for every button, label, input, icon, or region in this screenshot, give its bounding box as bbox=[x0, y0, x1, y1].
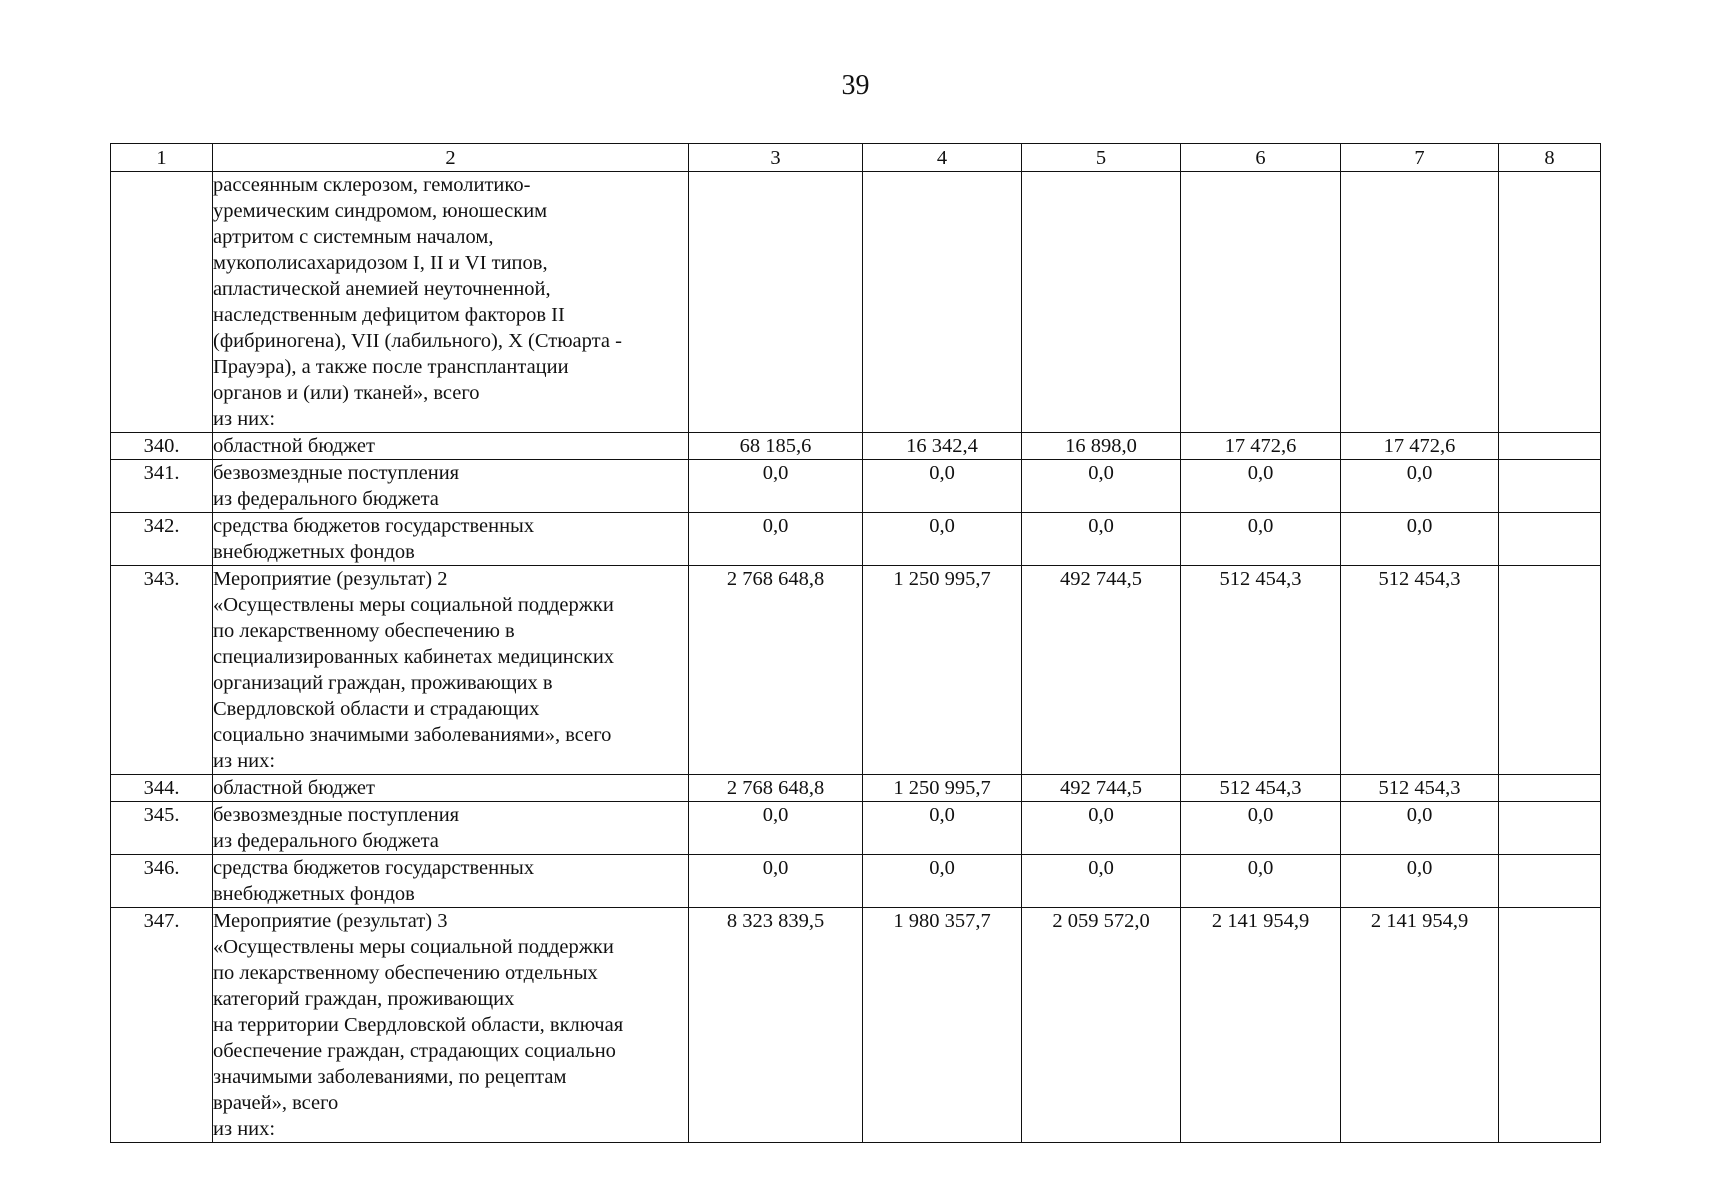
row-number: 343. bbox=[111, 566, 213, 775]
page-number: 39 bbox=[841, 70, 870, 101]
value-cell: 492 744,5 bbox=[1022, 775, 1181, 802]
value-cell bbox=[1499, 433, 1601, 460]
header-row bbox=[111, 144, 1601, 172]
value-cell: 0,0 bbox=[863, 802, 1022, 855]
value-cell: 17 472,6 bbox=[1181, 433, 1341, 460]
value-cell: 0,0 bbox=[689, 802, 863, 855]
column-header: 5 bbox=[1022, 144, 1181, 172]
row-description: Мероприятие (результат) 3 «Осуществлены меры социальной поддержки по лекарственному обеспечению отдельных категорий граждан, проживающих на территории Свердловской области, включая обеспечение граждан, страдающих социально значимыми заболеваниями, по рецептам врачей», всего из них: bbox=[213, 908, 689, 1143]
value-cell: 8 323 839,5 bbox=[689, 908, 863, 1143]
value-cell: 0,0 bbox=[1341, 460, 1499, 513]
value-cell: 0,0 bbox=[1341, 513, 1499, 566]
table-row bbox=[111, 908, 1601, 1143]
value-cell: 512 454,3 bbox=[1341, 775, 1499, 802]
value-cell: 68 185,6 bbox=[689, 433, 863, 460]
budget-table bbox=[110, 143, 1601, 1143]
value-cell: 16 342,4 bbox=[863, 433, 1022, 460]
row-description: безвозмездные поступления из федерального бюджета bbox=[213, 460, 689, 513]
row-description: Мероприятие (результат) 2 «Осуществлены меры социальной поддержки по лекарственному обеспечению в специализированных кабинетах медицинских организаций граждан, проживающих в Свердловской области и страдающих социально значимыми заболеваниями», всего из них: bbox=[213, 566, 689, 775]
value-cell: 512 454,3 bbox=[1181, 566, 1341, 775]
value-cell bbox=[1181, 172, 1341, 433]
row-number: 345. bbox=[111, 802, 213, 855]
value-cell: 0,0 bbox=[689, 460, 863, 513]
column-header: 2 bbox=[213, 144, 689, 172]
value-cell: 0,0 bbox=[689, 513, 863, 566]
table-row bbox=[111, 172, 1601, 433]
value-cell bbox=[689, 172, 863, 433]
table-row bbox=[111, 566, 1601, 775]
value-cell: 16 898,0 bbox=[1022, 433, 1181, 460]
value-cell: 492 744,5 bbox=[1022, 566, 1181, 775]
value-cell: 1 980 357,7 bbox=[863, 908, 1022, 1143]
value-cell: 0,0 bbox=[1341, 855, 1499, 908]
row-number: 342. bbox=[111, 513, 213, 566]
table-row bbox=[111, 775, 1601, 802]
value-cell bbox=[1499, 566, 1601, 775]
row-number: 340. bbox=[111, 433, 213, 460]
row-description: средства бюджетов государственных внебюджетных фондов bbox=[213, 513, 689, 566]
row-description: рассеянным склерозом, гемолитико- уремическим синдромом, юношеским артритом с системным началом, мукополисахаридозом I, II и VI типов, апластической анемией неуточненной, наследственным дефицитом факторов II (фибриногена), VII (лабильного), X (Стюарта - Прауэра), а также после трансплантации органов и (или) тканей», всего из них: bbox=[213, 172, 689, 433]
value-cell bbox=[1499, 460, 1601, 513]
value-cell bbox=[1022, 172, 1181, 433]
value-cell bbox=[1499, 513, 1601, 566]
value-cell: 2 141 954,9 bbox=[1181, 908, 1341, 1143]
table-row bbox=[111, 433, 1601, 460]
column-header: 1 bbox=[111, 144, 213, 172]
value-cell: 0,0 bbox=[1022, 802, 1181, 855]
row-description: средства бюджетов государственных внебюджетных фондов bbox=[213, 855, 689, 908]
value-cell: 0,0 bbox=[1181, 855, 1341, 908]
value-cell bbox=[1499, 908, 1601, 1143]
value-cell: 2 768 648,8 bbox=[689, 775, 863, 802]
value-cell bbox=[1499, 172, 1601, 433]
value-cell bbox=[1341, 172, 1499, 433]
value-cell: 2 141 954,9 bbox=[1341, 908, 1499, 1143]
value-cell: 0,0 bbox=[1022, 460, 1181, 513]
value-cell bbox=[1499, 775, 1601, 802]
value-cell: 0,0 bbox=[1022, 855, 1181, 908]
value-cell: 512 454,3 bbox=[1181, 775, 1341, 802]
row-description: безвозмездные поступления из федерального бюджета bbox=[213, 802, 689, 855]
value-cell: 0,0 bbox=[1181, 513, 1341, 566]
value-cell: 0,0 bbox=[1022, 513, 1181, 566]
table-row bbox=[111, 513, 1601, 566]
row-number bbox=[111, 172, 213, 433]
row-number: 347. bbox=[111, 908, 213, 1143]
row-number: 346. bbox=[111, 855, 213, 908]
value-cell bbox=[863, 172, 1022, 433]
column-header: 4 bbox=[863, 144, 1022, 172]
table-row bbox=[111, 855, 1601, 908]
value-cell: 1 250 995,7 bbox=[863, 566, 1022, 775]
row-description: областной бюджет bbox=[213, 433, 689, 460]
value-cell: 512 454,3 bbox=[1341, 566, 1499, 775]
table-row bbox=[111, 460, 1601, 513]
value-cell: 0,0 bbox=[1181, 460, 1341, 513]
value-cell: 0,0 bbox=[863, 460, 1022, 513]
column-header: 3 bbox=[689, 144, 863, 172]
row-description: областной бюджет bbox=[213, 775, 689, 802]
row-number: 344. bbox=[111, 775, 213, 802]
value-cell: 17 472,6 bbox=[1341, 433, 1499, 460]
value-cell bbox=[1499, 855, 1601, 908]
value-cell: 0,0 bbox=[1341, 802, 1499, 855]
column-header: 7 bbox=[1341, 144, 1499, 172]
value-cell: 0,0 bbox=[863, 855, 1022, 908]
value-cell: 1 250 995,7 bbox=[863, 775, 1022, 802]
value-cell bbox=[1499, 802, 1601, 855]
value-cell: 2 059 572,0 bbox=[1022, 908, 1181, 1143]
row-number: 341. bbox=[111, 460, 213, 513]
value-cell: 2 768 648,8 bbox=[689, 566, 863, 775]
value-cell: 0,0 bbox=[863, 513, 1022, 566]
column-header: 6 bbox=[1181, 144, 1341, 172]
value-cell: 0,0 bbox=[1181, 802, 1341, 855]
table-row bbox=[111, 802, 1601, 855]
value-cell: 0,0 bbox=[689, 855, 863, 908]
column-header: 8 bbox=[1499, 144, 1601, 172]
